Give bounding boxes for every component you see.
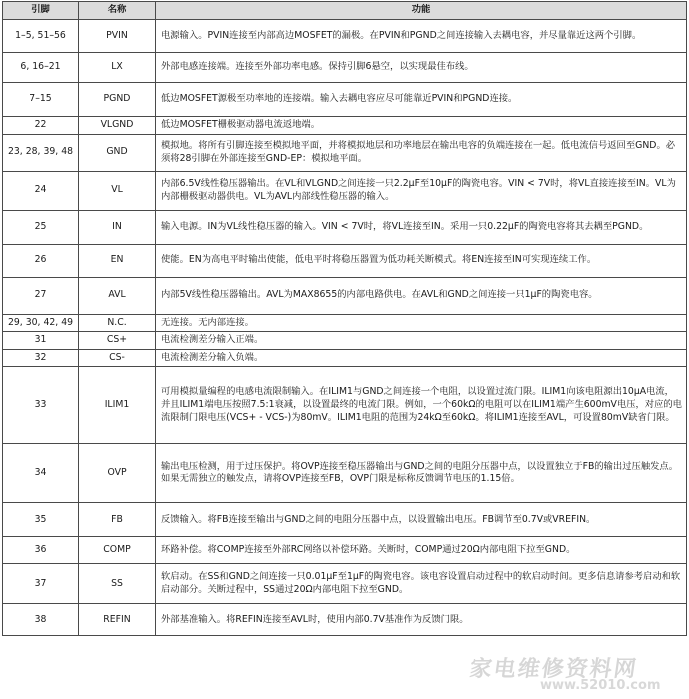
table-row xyxy=(3,277,687,314)
table-row xyxy=(3,244,687,277)
table-row xyxy=(3,134,687,171)
table-row xyxy=(3,604,687,636)
name-cell: AVL xyxy=(79,277,156,314)
pin-cell: 23, 28, 39, 48 xyxy=(3,134,79,171)
function-cell: 外部基准输入。将REFIN连接至AVL时，使用内部0.7V基准作为反馈门限。 xyxy=(156,604,687,636)
name-cell: EN xyxy=(79,244,156,277)
table-row xyxy=(3,171,687,210)
function-cell: 环路补偿。将COMP连接至外部RC网络以补偿环路。关断时，COMP通过20Ω内部电阻下拉至GND。 xyxy=(156,537,687,564)
table-row xyxy=(3,314,687,332)
function-cell: 电源输入。PVIN连接至内部高边MOSFET的漏极。在PVIN和PGND之间连接输入去耦电容，并尽量靠近这两个引脚。 xyxy=(156,20,687,53)
pin-cell: 37 xyxy=(3,564,79,604)
function-cell: 电流检测差分输入负端。 xyxy=(156,349,687,367)
name-cell: PGND xyxy=(79,83,156,117)
function-cell: 无连接。无内部连接。 xyxy=(156,314,687,332)
pin-cell: 38 xyxy=(3,604,79,636)
function-cell: 低边MOSFET源极至功率地的连接端。输入去耦电容应尽可能靠近PVIN和PGND连接。 xyxy=(156,83,687,117)
pin-cell: 29, 30, 42, 49 xyxy=(3,314,79,332)
table-row xyxy=(3,117,687,135)
table-row xyxy=(3,83,687,117)
pin-cell: 24 xyxy=(3,171,79,210)
pin-cell: 6, 16–21 xyxy=(3,53,79,83)
pin-cell: 7–15 xyxy=(3,83,79,117)
pin-cell: 35 xyxy=(3,503,79,537)
name-cell: OVP xyxy=(79,444,156,503)
name-cell: LX xyxy=(79,53,156,83)
header-name: 名称 xyxy=(79,2,156,20)
watermark-url: www.52010.com xyxy=(540,678,661,693)
table-row xyxy=(3,503,687,537)
table-header-row xyxy=(3,2,687,20)
table-row xyxy=(3,332,687,350)
pin-description-table xyxy=(2,1,687,636)
name-cell: IN xyxy=(79,210,156,244)
table-row xyxy=(3,367,687,444)
table-row xyxy=(3,210,687,244)
table-row xyxy=(3,53,687,83)
table-row xyxy=(3,537,687,564)
function-cell: 电流检测差分输入正端。 xyxy=(156,332,687,350)
name-cell: SS xyxy=(79,564,156,604)
function-cell: 输入电源。IN为VL线性稳压器的输入。VIN < 7V时，将VL连接至IN。采用一只0.22μF的陶瓷电容将其去耦至PGND。 xyxy=(156,210,687,244)
pin-cell: 1–5, 51–56 xyxy=(3,20,79,53)
function-cell: 模拟地。将所有引脚连接至模拟地平面，并将模拟地层和功率地层在输出电容的负端连接在一起。低电流信号返回至GND。必须将28引脚在外部连接至GND-EP：模拟地平面。 xyxy=(156,134,687,171)
name-cell: PVIN xyxy=(79,20,156,53)
pin-cell: 36 xyxy=(3,537,79,564)
table-body xyxy=(3,20,687,636)
function-cell: 内部5V线性稳压器输出。AVL为MAX8655的内部电路供电。在AVL和GND之间连接一只1μF的陶瓷电容。 xyxy=(156,277,687,314)
watermark-text: 家电维修资料网 xyxy=(467,656,640,682)
function-cell: 反馈输入。将FB连接至输出与GND之间的电阻分压器中点，以设置输出电压。FB调节至0.7V或VREFIN。 xyxy=(156,503,687,537)
name-cell: VL xyxy=(79,171,156,210)
table-row xyxy=(3,349,687,367)
header-pin: 引脚 xyxy=(3,2,79,20)
name-cell: ILIM1 xyxy=(79,367,156,444)
name-cell: GND xyxy=(79,134,156,171)
function-cell: 低边MOSFET栅极驱动器电流返地端。 xyxy=(156,117,687,135)
pin-cell: 25 xyxy=(3,210,79,244)
pin-cell: 26 xyxy=(3,244,79,277)
function-cell: 外部电感连接端。连接至外部功率电感。保持引脚6悬空，以实现最佳布线。 xyxy=(156,53,687,83)
pin-cell: 33 xyxy=(3,367,79,444)
table-row xyxy=(3,444,687,503)
name-cell: REFIN xyxy=(79,604,156,636)
name-cell: VLGND xyxy=(79,117,156,135)
name-cell: CS+ xyxy=(79,332,156,350)
pin-cell: 34 xyxy=(3,444,79,503)
header-function: 功能 xyxy=(156,2,687,20)
name-cell: N.C. xyxy=(79,314,156,332)
pin-cell: 31 xyxy=(3,332,79,350)
function-cell: 输出电压检测，用于过压保护。将OVP连接至稳压器输出与GND之间的电阻分压器中点，以设置独立于FB的输出过压触发点。如果无需独立的触发点，请将OVP连接至FB，OVP门限是标称反馈调节电压的1.15倍。 xyxy=(156,444,687,503)
pin-cell: 22 xyxy=(3,117,79,135)
name-cell: COMP xyxy=(79,537,156,564)
function-cell: 可用模拟量编程的电感电流限制输入。在ILIM1与GND之间连接一个电阻，以设置过流门限。ILIM1向该电阻源出10μA电流，并且ILIM1端电压按照7.5:1衰减，以设置最终的电流门限。例如，一个60kΩ的电阻可以在ILIM1端产生600mV电压，对应的电流限制门限电压(VCS+ - VCS-)为80mV。ILIM1电阻的范围为24kΩ至60kΩ。将ILIM1连接至AVL，可设置80mV缺省门限。 xyxy=(156,367,687,444)
table-row xyxy=(3,20,687,53)
name-cell: CS- xyxy=(79,349,156,367)
function-cell: 使能。EN为高电平时输出使能，低电平时将稳压器置为低功耗关断模式。将EN连接至IN可实现连续工作。 xyxy=(156,244,687,277)
name-cell: FB xyxy=(79,503,156,537)
pin-cell: 27 xyxy=(3,277,79,314)
pin-cell: 32 xyxy=(3,349,79,367)
function-cell: 内部6.5V线性稳压器输出。在VL和VLGND之间连接一只2.2μF至10μF的陶瓷电容。VIN < 7V时，将VL直接连接至IN。VL为内部栅极驱动器供电。VL为AVL内部线性稳压器的输入。 xyxy=(156,171,687,210)
table-row xyxy=(3,564,687,604)
function-cell: 软启动。在SS和GND之间连接一只0.01μF至1μF的陶瓷电容。该电容设置启动过程中的软启动时间。更多信息请参考启动和软启动部分。关断过程中，SS通过20Ω内部电阻下拉至GND。 xyxy=(156,564,687,604)
